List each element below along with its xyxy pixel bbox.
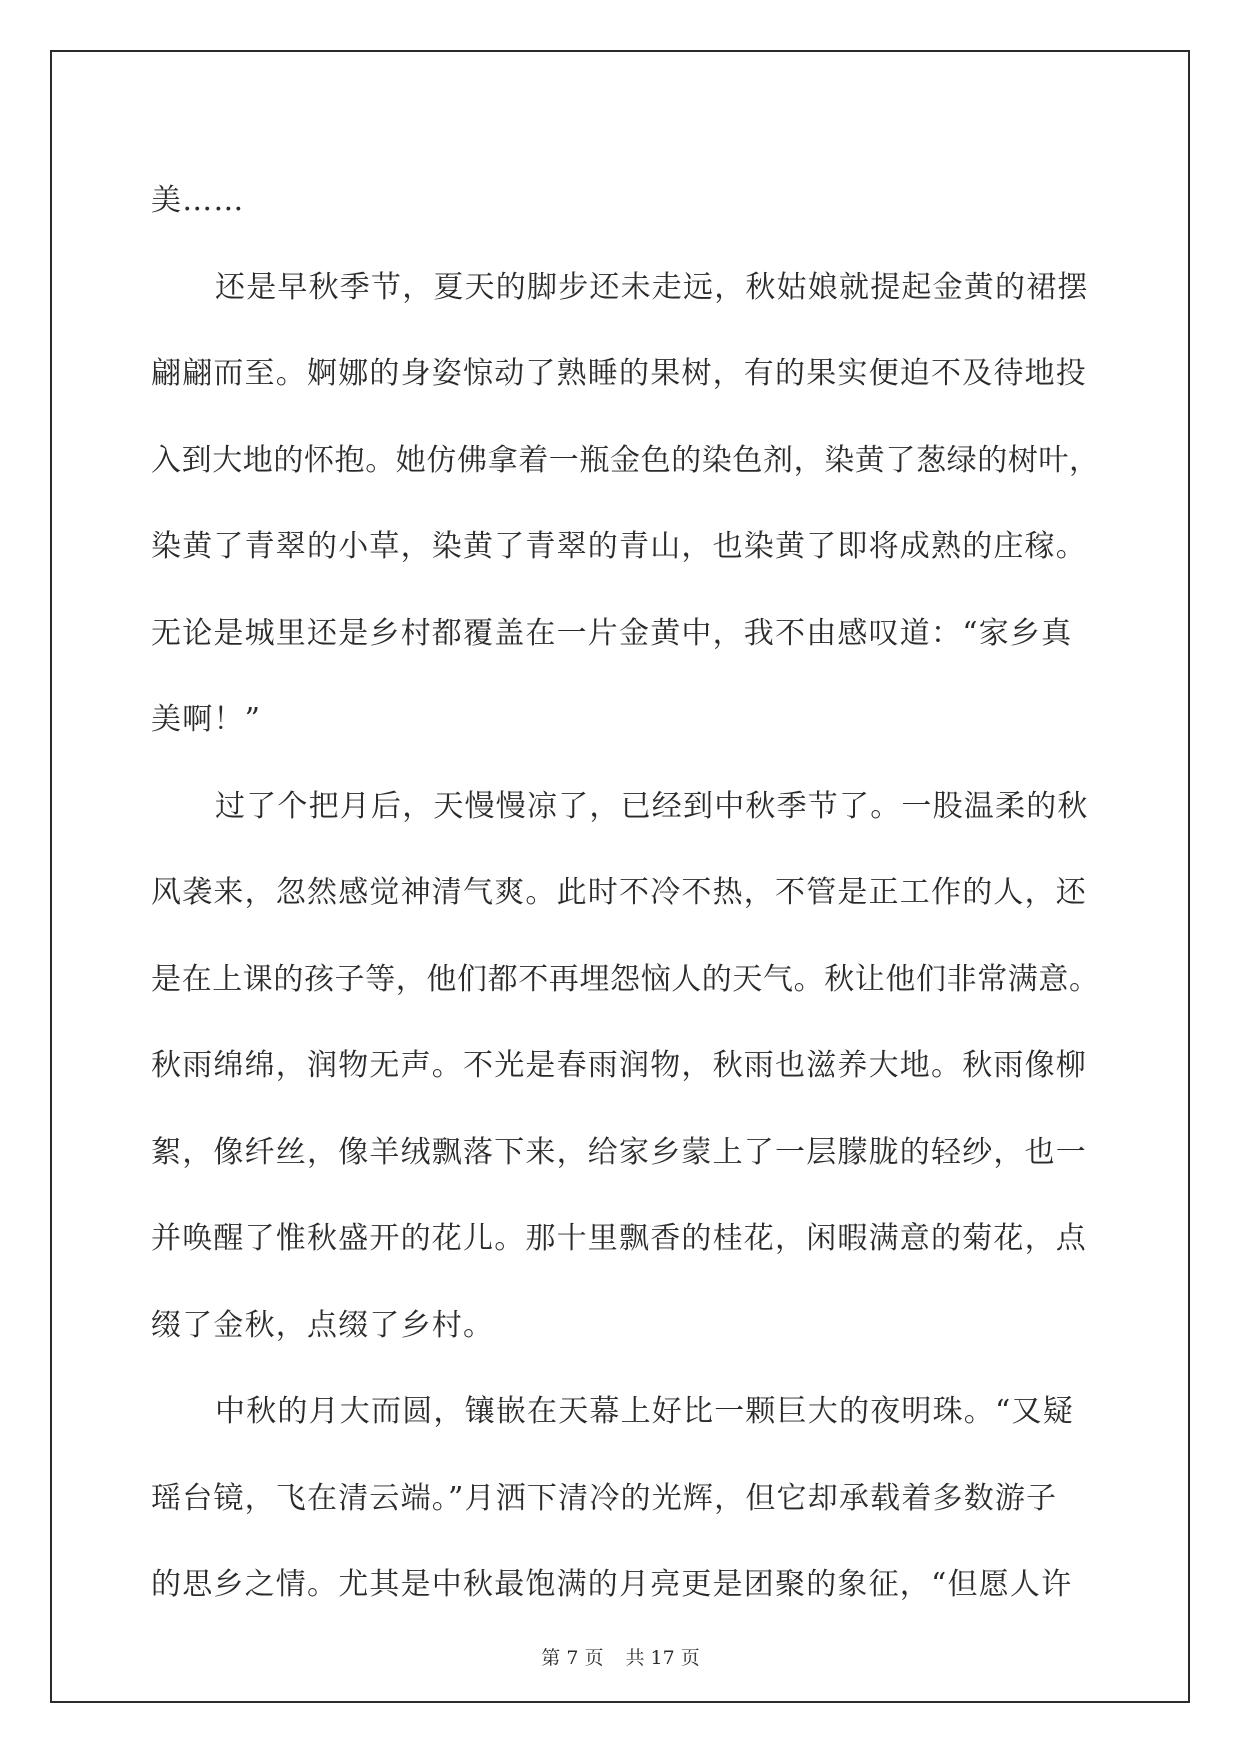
text-line: 秋雨绵绵，润物无声。不光是春雨润物，秋雨也滋养大地。秋雨像柳	[151, 1048, 1087, 1083]
page-total: 共 17 页	[625, 1647, 700, 1669]
text-line: 的思乡之情。尤其是中秋最饱满的月亮更是团聚的象征，“但愿人许	[151, 1567, 1073, 1602]
text-line: 无论是城里还是乡村都覆盖在一片金黄中，我不由感叹道：“家乡真	[151, 615, 1073, 651]
text-line: 美……	[151, 183, 245, 218]
text-line: 缀了金秋，点缀了乡村。	[151, 1307, 495, 1343]
text-line: 入到大地的怀抱。她仿佛拿着一瓶金色的染色剂，染黄了葱绿的树叶，	[151, 442, 1100, 478]
text-line: 风袭来，忽然感觉神清气爽。此时不冷不热，不管是正工作的人，还	[151, 875, 1087, 910]
text-line: 翩翩而至。婀娜的身姿惊动了熟睡的果树，有的果实便迫不及待地投	[151, 356, 1087, 391]
text-line: 美啊！”	[151, 702, 262, 737]
page-footer	[0, 1643, 1241, 1670]
page-number: 第 7 页	[541, 1647, 604, 1669]
text-line: 中秋的月大而圆，镶嵌在天幕上好比一颗巨大的夜明珠。“又疑	[215, 1394, 1074, 1429]
text-line: 絮，像纤丝，像羊绒飘落下来，给家乡蒙上了一层朦胧的轻纱，也一	[151, 1134, 1087, 1170]
text-line: 过了个把月后，天慢慢凉了，已经到中秋季节了。一股温柔的秋	[215, 788, 1089, 824]
text-line: 还是早秋季节，夏天的脚步还未走远，秋姑娘就提起金黄的裙摆	[215, 269, 1089, 305]
text-line: 并唤醒了惟秋盛开的花儿。那十里飘香的桂花，闲暇满意的菊花，点	[151, 1221, 1087, 1256]
document-body	[151, 158, 1111, 1629]
text-line: 瑶台镜，飞在清云端。”月洒下清冷的光辉，但它却承载着多数游子	[151, 1480, 1058, 1516]
text-line: 是在上课的孩子等，他们都不再埋怨恼人的天气。秋让他们非常满意。	[151, 961, 1100, 997]
text-line: 染黄了青翠的小草，染黄了青翠的青山，也染黄了即将成熟的庄稼。	[151, 529, 1087, 564]
